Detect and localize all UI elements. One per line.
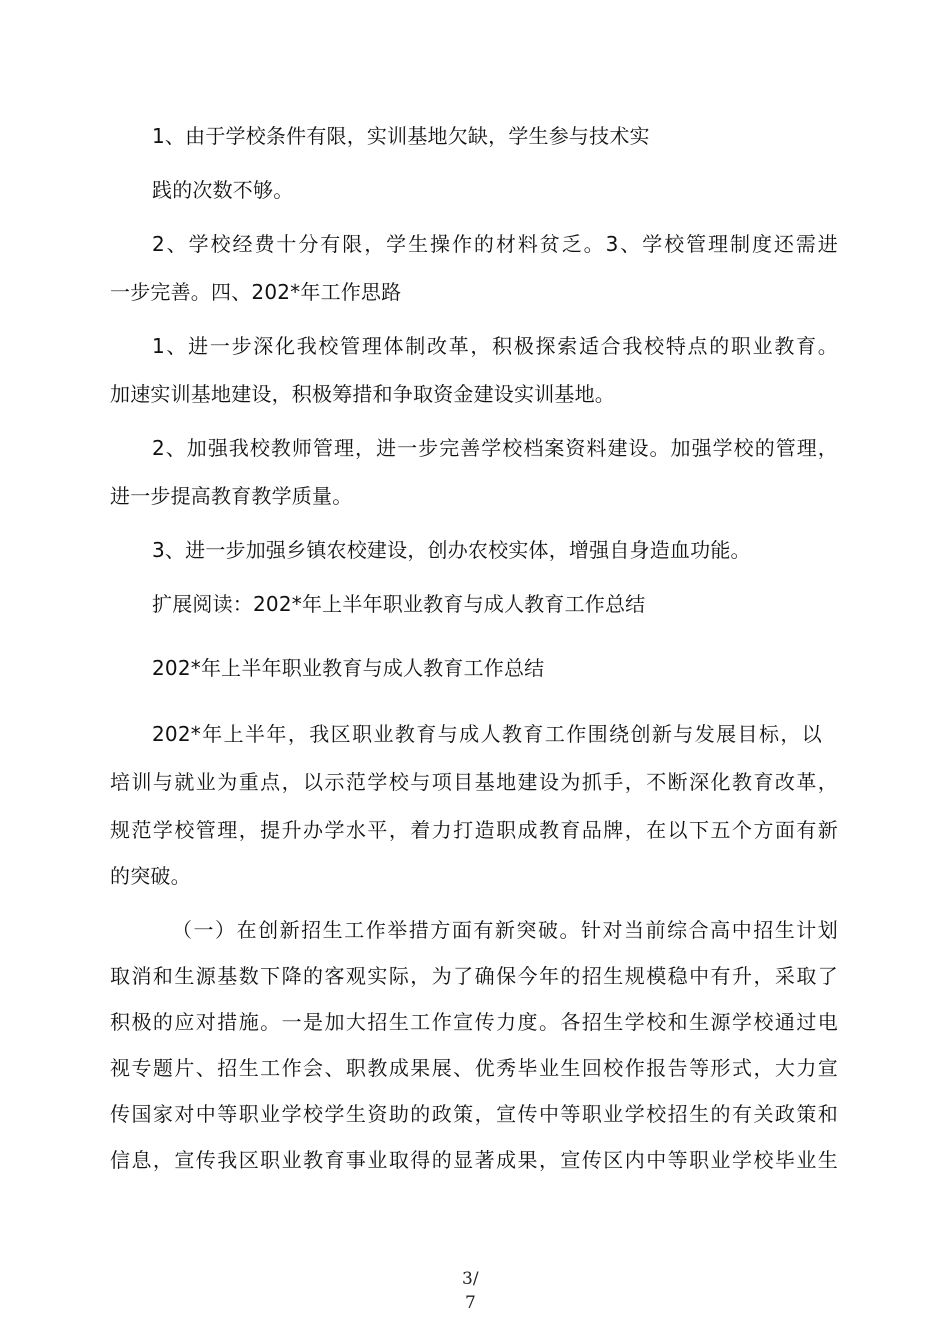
paragraph-line: 扩展阅读：202*年上半年职业教育与成人教育工作总结: [152, 592, 646, 616]
paragraph-line: 2、学校经费十分有限，学生操作的材料贫乏。3、学校管理制度还需进: [152, 232, 838, 256]
paragraph-line: （一）在创新招生工作举措方面有新突破。针对当前综合高中招生计划: [172, 918, 838, 942]
paragraph-line: 取消和生源基数下降的客观实际，为了确保今年的招生规模稳中有升，采取了: [110, 964, 838, 988]
page-number-current: 3/: [462, 1269, 479, 1289]
paragraph-line: 1、由于学校条件有限，实训基地欠缺，学生参与技术实: [152, 124, 650, 148]
paragraph-line: 1、进一步深化我校管理体制改革，积极探索适合我校特点的职业教育。: [152, 334, 838, 358]
paragraph-line: 3、进一步加强乡镇农校建设，创办农校实体，增强自身造血功能。: [152, 538, 751, 562]
paragraph-line: 传国家对中等职业学校学生资助的政策，宣传中等职业学校招生的有关政策和: [110, 1102, 838, 1126]
paragraph-line: 的突破。: [110, 864, 191, 888]
paragraph-line: 践的次数不够。: [152, 178, 294, 202]
paragraph-line: 一步完善。四、202*年工作思路: [110, 280, 402, 304]
paragraph-line: 积极的应对措施。一是加大招生工作宣传力度。各招生学校和生源学校通过电: [110, 1010, 838, 1034]
paragraph-line: 培训与就业为重点，以示范学校与项目基地建设为抓手，不断深化教育改革，: [110, 770, 838, 794]
paragraph-line: 规范学校管理，提升办学水平，着力打造职成教育品牌，在以下五个方面有新: [110, 818, 838, 842]
paragraph-line: 进一步提高教育教学质量。: [110, 484, 353, 508]
section-heading: 202*年上半年职业教育与成人教育工作总结: [152, 656, 545, 680]
paragraph-line: 视专题片、招生工作会、职教成果展、优秀毕业生回校作报告等形式，大力宣: [110, 1056, 838, 1080]
paragraph-line: 202*年上半年，我区职业教育与成人教育工作围绕创新与发展目标，以: [152, 722, 822, 746]
paragraph-line: 信息，宣传我区职业教育事业取得的显著成果，宣传区内中等职业学校毕业生: [110, 1148, 838, 1172]
page-number-total: 7: [465, 1293, 476, 1313]
paragraph-line: 2、加强我校教师管理，进一步完善学校档案资料建设。加强学校的管理，: [152, 436, 838, 460]
paragraph-line: 加速实训基地建设，积极筹措和争取资金建设实训基地。: [110, 382, 615, 406]
